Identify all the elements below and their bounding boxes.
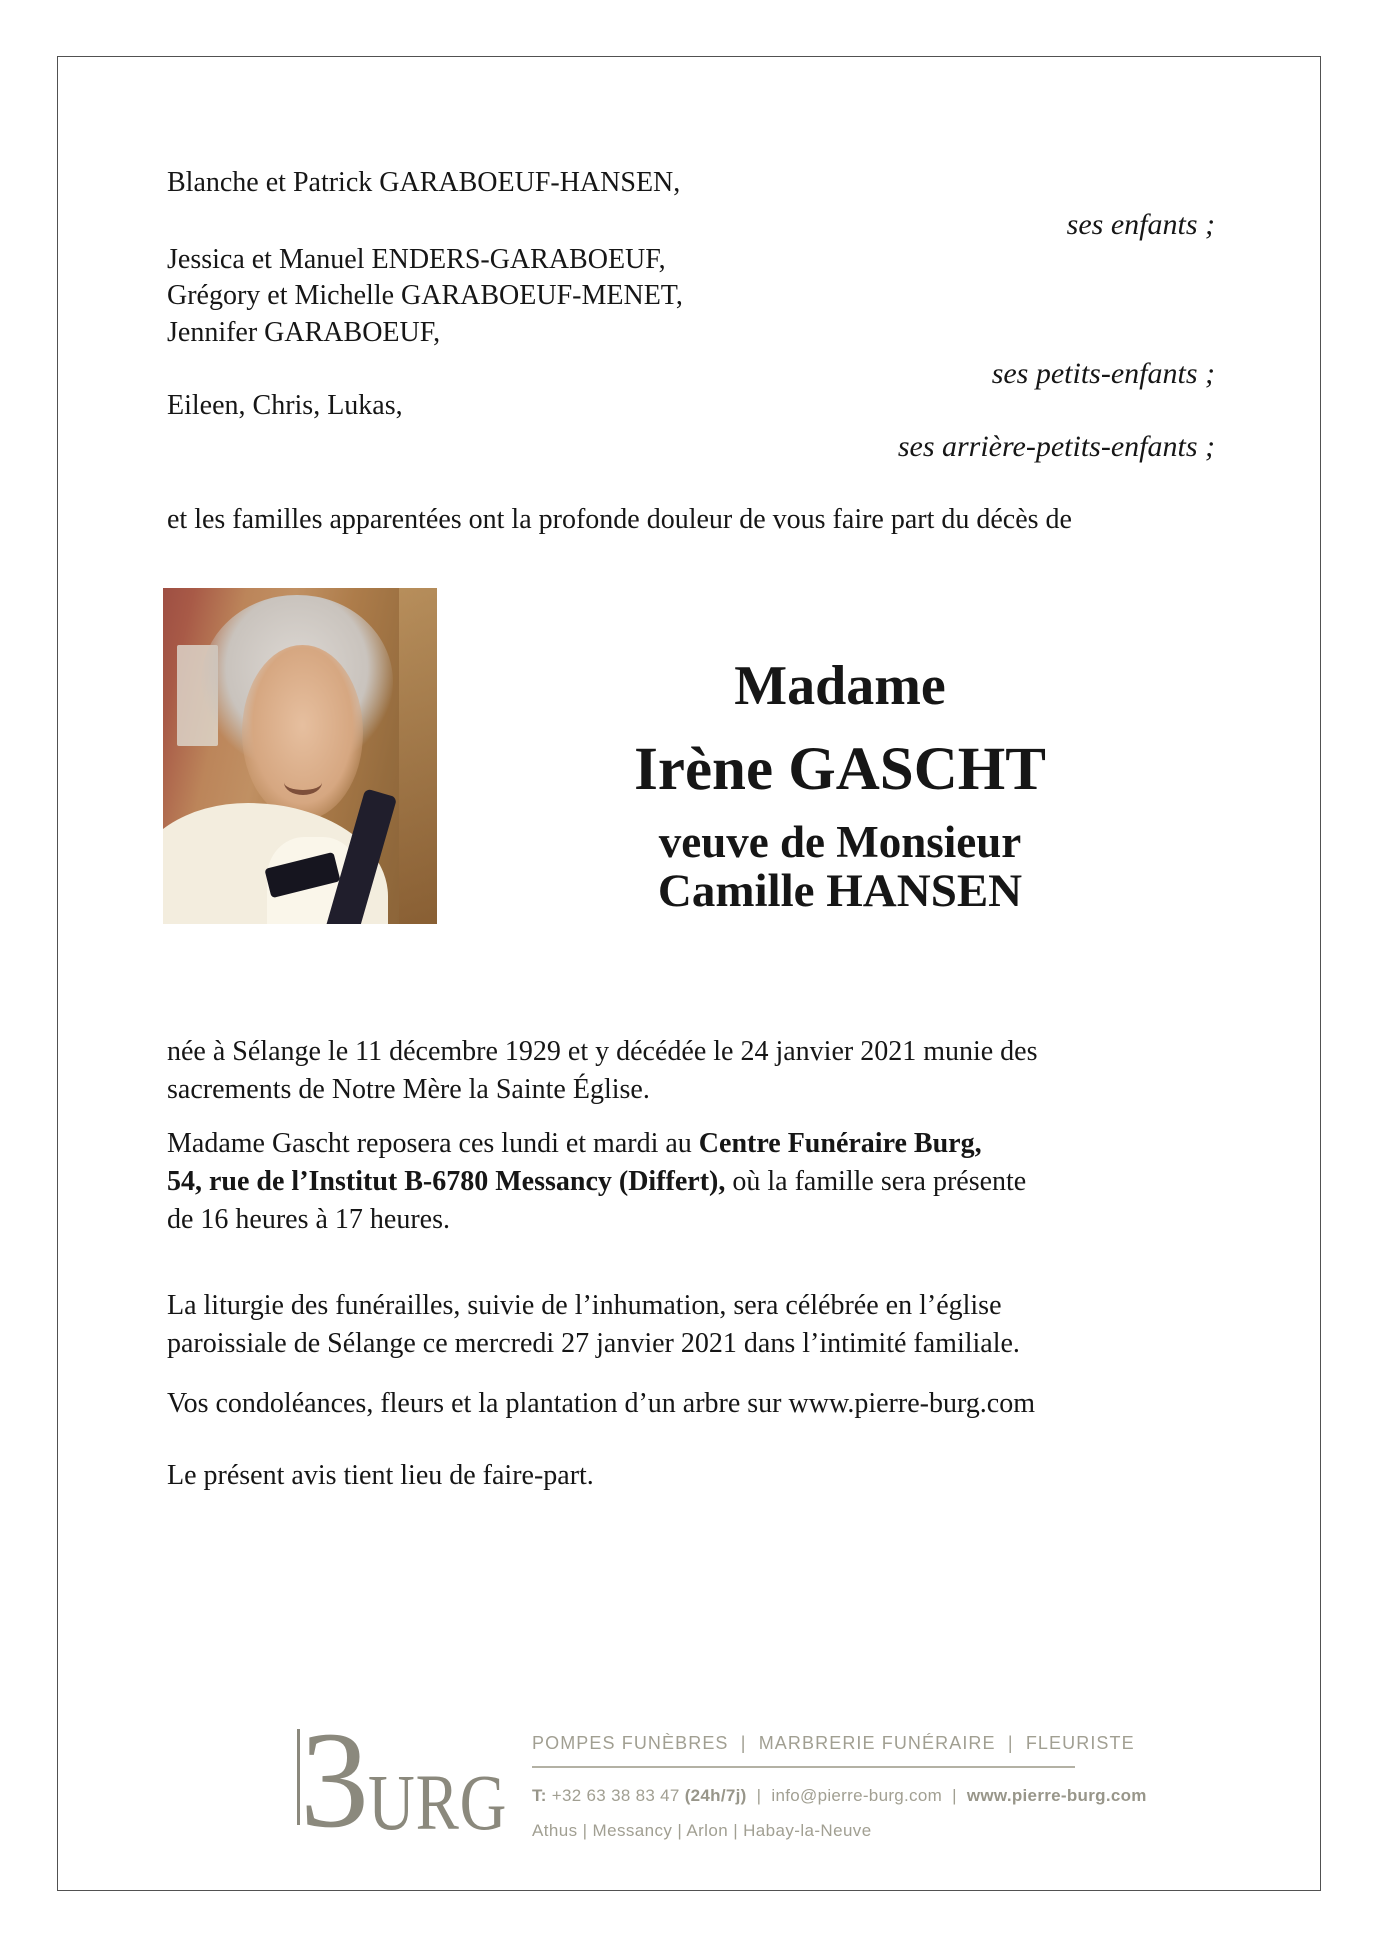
- family-line-great-grandchildren: Eileen, Chris, Lukas,: [167, 390, 403, 421]
- family-line-grandchild-1: Jessica et Manuel ENDERS-GARABOEUF,: [167, 244, 666, 275]
- paragraph-liturgy: [167, 1287, 1020, 1363]
- deceased-photo: [163, 588, 437, 924]
- great-grandchildren-label: ses arrière-petits-enfants ;: [897, 430, 1215, 463]
- deceased-widow-line: veuve de Monsieur: [658, 817, 1022, 867]
- deceased-title: Madame: [734, 655, 946, 717]
- repose-hours: de 16 heures à 17 heures.: [167, 1204, 451, 1235]
- repose-line1-normal: Madame Gascht reposera ces lundi et mardi au: [167, 1128, 699, 1159]
- announcement-line: et les familles apparentées ont la profonde douleur de vous faire part du décès de: [167, 504, 1072, 535]
- burg-logo-initial: 3: [300, 1703, 367, 1857]
- phone-label: T:: [532, 1786, 547, 1805]
- footer-divider: [532, 1766, 1075, 1768]
- funeral-home-address: 54, rue de l’Institut B-6780 Messancy (Differt),: [167, 1166, 726, 1197]
- contact-separator-1: |: [746, 1786, 772, 1805]
- family-line-grandchild-2: Grégory et Michelle GARABOEUF-MENET,: [167, 280, 683, 311]
- deceased-spouse-name: Camille HANSEN: [657, 865, 1023, 917]
- birth-death-line2: sacrements de Notre Mère la Sainte Église.: [167, 1074, 650, 1105]
- hours-badge: (24h/7j): [684, 1786, 747, 1805]
- funeral-home-name: Centre Funéraire Burg,: [698, 1128, 982, 1159]
- website-url: www.pierre-burg.com: [966, 1786, 1147, 1805]
- photo-background-pillar: [399, 588, 437, 924]
- paragraph-notice: Le présent avis tient lieu de faire-part.: [167, 1460, 594, 1491]
- burg-logo-letters: URG: [368, 1759, 508, 1847]
- footer-services-line: POMPES FUNÈBRES | MARBRERIE FUNÉRAIRE | FLEURISTE: [532, 1733, 1135, 1753]
- liturgy-line1: La liturgie des funérailles, suivie de l’inhumation, sera célébrée en l’église: [167, 1290, 1002, 1321]
- burg-logo: [297, 1703, 538, 1857]
- footer-locations-line: Athus | Messancy | Arlon | Habay-la-Neuve: [532, 1821, 872, 1840]
- children-label: ses enfants ;: [1066, 208, 1215, 241]
- paragraph-repose: [167, 1125, 1026, 1239]
- repose-line2-normal: où la famille sera présente: [725, 1166, 1027, 1197]
- family-line-grandchild-3: Jennifer GARABOEUF,: [167, 317, 441, 348]
- email-address: info@pierre-burg.com: [771, 1786, 943, 1805]
- footer-contact-line: [532, 1786, 1147, 1806]
- contact-separator-2: |: [942, 1786, 967, 1805]
- photo-smile: [284, 769, 322, 794]
- birth-death-line1: née à Sélange le 11 décembre 1929 et y décédée le 24 janvier 2021 munie des: [167, 1036, 1038, 1067]
- phone-number: +32 63 38 83 47: [546, 1786, 685, 1805]
- family-line-children-names: Blanche et Patrick GARABOEUF-HANSEN,: [167, 167, 681, 198]
- paragraph-condolences: Vos condoléances, fleurs et la plantation d’un arbre sur www.pierre-burg.com: [167, 1388, 1035, 1419]
- deceased-name: Irène GASCHT: [634, 736, 1046, 803]
- liturgy-line2: paroissiale de Sélange ce mercredi 27 janvier 2021 dans l’intimité familiale.: [167, 1328, 1020, 1359]
- grandchildren-label: ses petits-enfants ;: [991, 357, 1215, 390]
- paragraph-birth-death: [167, 1033, 1038, 1109]
